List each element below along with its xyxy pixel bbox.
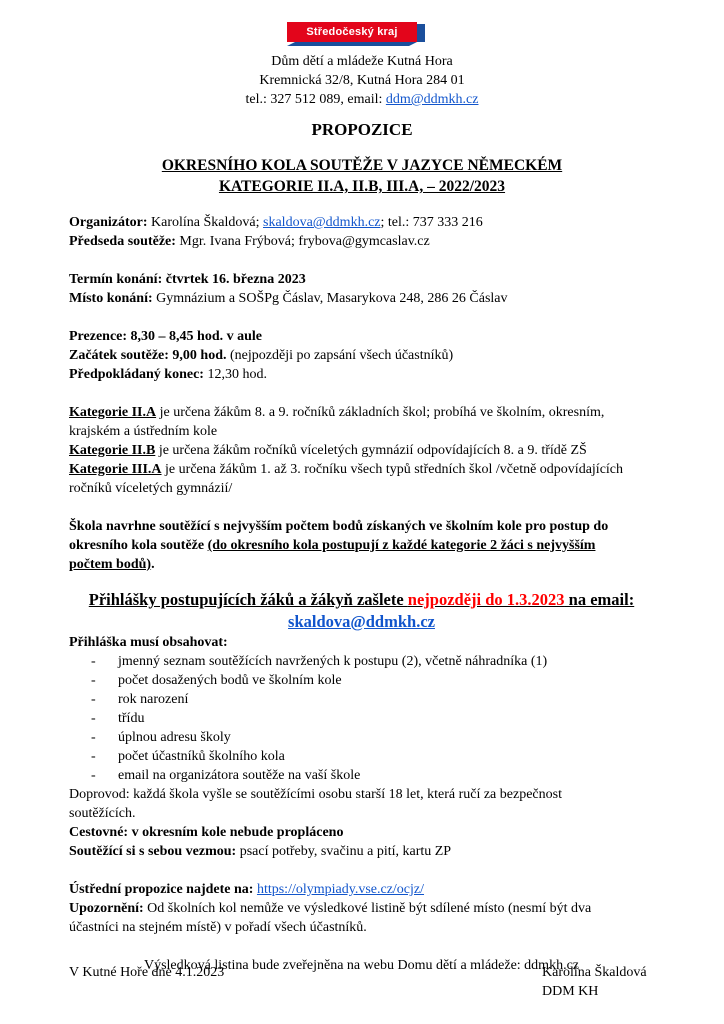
category-2a-text: je určena žákům 8. a 9. ročníků základních škol; probíhá ve školním, okresním,	[156, 405, 605, 420]
organizer-row	[69, 213, 654, 232]
org-name: Dům dětí a mládeže Kutná Hora	[271, 54, 453, 69]
escort-line-1: Doprovod: každá škola vyšle se soutěžícími osobu starší 18 let, která ručí za bezpečnost	[69, 787, 562, 802]
organizer-label: Organizátor:	[69, 215, 148, 230]
travel-row: Cestovné: v okresním kole nebude propláceno	[69, 825, 344, 840]
organizer-email-link[interactable]: skaldova@ddmkh.cz	[263, 215, 381, 230]
cta-part-1: Přihlášky postupujících žáků a žákyň zašlete	[88, 590, 408, 609]
document-body	[69, 213, 654, 975]
application-cta	[69, 589, 654, 633]
org-contact-prefix: tel.: 327 512 089, email:	[245, 92, 386, 107]
cta-part-2: na email:	[564, 590, 635, 609]
category-3a-row-cont: ročníků víceletých gymnázií/	[69, 481, 233, 496]
list-item: - počet dosažených bodů ve školním kole	[91, 673, 342, 688]
list-item: - jmenný seznam soutěžících navržených k postupu (2), včetně náhradníka (1)	[91, 654, 548, 669]
application-label: Přihláška musí obsahovat:	[69, 635, 228, 650]
date-row: Termín konání: čtvrtek 16. března 2023	[69, 272, 306, 287]
category-3a-text: je určena žákům 1. až 3. ročníku všech typů středních škol /včetně odpovídajících	[161, 462, 624, 477]
organizer-name: Karolína Škaldová;	[147, 215, 264, 230]
category-3a-name: Kategorie III.A	[69, 462, 162, 477]
notice-row	[69, 899, 654, 918]
start-value: (nejpozději po zapsání všech účastníků)	[226, 348, 454, 363]
end-label: Předpokládaný konec:	[69, 367, 204, 382]
letterhead	[0, 52, 724, 109]
signature-block	[542, 963, 647, 1001]
end-value: 12,30 hod.	[203, 367, 267, 382]
category-2b-row	[69, 441, 654, 460]
application-requirements-list	[69, 652, 654, 785]
subtitle-line-2: KATEGORIE II.A, II.B, III.A, – 2022/2023	[218, 178, 506, 195]
bring-value: psací potřeby, svačinu a pití, kartu ZP	[236, 844, 452, 859]
presence-row: Prezence: 8,30 – 8,45 hod. v aule	[69, 329, 262, 344]
place-label: Místo konání:	[69, 291, 153, 306]
region-logo	[287, 22, 425, 44]
list-item: - rok narození	[91, 692, 189, 707]
central-label: Ústřední propozice najdete na:	[69, 882, 254, 897]
signer-name: Karolína Škaldová	[542, 965, 647, 980]
nomination-line-2	[69, 536, 654, 555]
nomination-line-2a: okresního kola soutěže	[69, 538, 208, 553]
list-item: - úplnou adresu školy	[91, 730, 231, 745]
start-row	[69, 346, 654, 365]
subtitle-line-1: OKRESNÍHO KOLA SOUTĚŽE V JAZYCE NĚMECKÉM	[161, 157, 563, 174]
org-address: Kremnická 32/8, Kutná Hora 284 01	[259, 73, 465, 88]
chair-value: Mgr. Ivana Frýbová; frybova@gymcaslav.cz	[175, 234, 430, 249]
escort-line-2: soutěžících.	[69, 806, 136, 821]
cta-deadline: nejpozději do 1.3.2023	[407, 590, 565, 609]
cta-line-1	[69, 589, 654, 611]
nomination-advance-rule: (do okresního kola postupují z každé kategorie 2 žáci s nejvyšším	[207, 538, 596, 553]
document-subtitle	[0, 155, 724, 197]
start-label: Začátek soutěže: 9,00 hod.	[69, 348, 227, 363]
chair-row	[69, 232, 654, 251]
nomination-line-3	[69, 555, 654, 574]
category-2a-row-cont: krajském a ústředním kole	[69, 424, 218, 439]
place-and-date: V Kutné Hoře dne 4.1.2023	[69, 965, 225, 980]
organizer-tel: ; tel.: 737 333 216	[380, 215, 483, 230]
bring-label: Soutěžící si s sebou vezmou:	[69, 844, 237, 859]
end-row	[69, 365, 654, 384]
nomination-advance-rule-end: počtem bodů)	[69, 557, 152, 572]
central-url-link[interactable]: https://olympiady.vse.cz/ocjz/	[256, 882, 425, 897]
place-value: Gymnázium a SOŠPg Čáslav, Masarykova 248, 286 26 Čáslav	[152, 291, 508, 306]
notice-line-1: Od školních kol nemůže ve výsledkové listině být sdílené místo (nesmí být dva	[143, 901, 592, 916]
list-item: - počet účastníků školního kola	[91, 749, 285, 764]
central-row	[69, 880, 654, 899]
chair-label: Předseda soutěže:	[69, 234, 176, 249]
category-2b-name: Kategorie II.B	[69, 443, 156, 458]
org-email-link[interactable]: ddm@ddmkh.cz	[385, 92, 479, 107]
category-3a-row	[69, 460, 654, 479]
notice-line-2: účastníci na stejném místě) v pořadí všech účastníků.	[69, 920, 367, 935]
list-item: - email na organizátora soutěže na vaší škole	[91, 768, 361, 783]
region-logo-text: Středočeský kraj	[306, 26, 398, 38]
list-item: - třídu	[91, 711, 145, 726]
notice-label: Upozornění:	[69, 901, 144, 916]
org-contact	[0, 90, 724, 109]
nomination-line-1: Škola navrhne soutěžící s nejvyšším počtem bodů získaných ve školním kole pro postup do	[69, 519, 609, 534]
nomination-period: .	[151, 557, 155, 572]
bring-row	[69, 842, 654, 861]
document-title: PROPOZICE	[311, 120, 413, 139]
place-row	[69, 289, 654, 308]
signer-org: DDM KH	[542, 984, 599, 999]
cta-email-link[interactable]: skaldova@ddmkh.cz	[288, 612, 435, 631]
category-2b-text: je určena žákům ročníků víceletých gymnázií odpovídajících 8. a 9. třídě ZŠ	[155, 443, 587, 458]
results-notice: Výsledková listina bude zveřejněna na webu Domu dětí a mládeže: ddmkh.cz	[143, 958, 580, 973]
category-2a-name: Kategorie II.A	[69, 405, 157, 420]
category-2a-row	[69, 403, 654, 422]
